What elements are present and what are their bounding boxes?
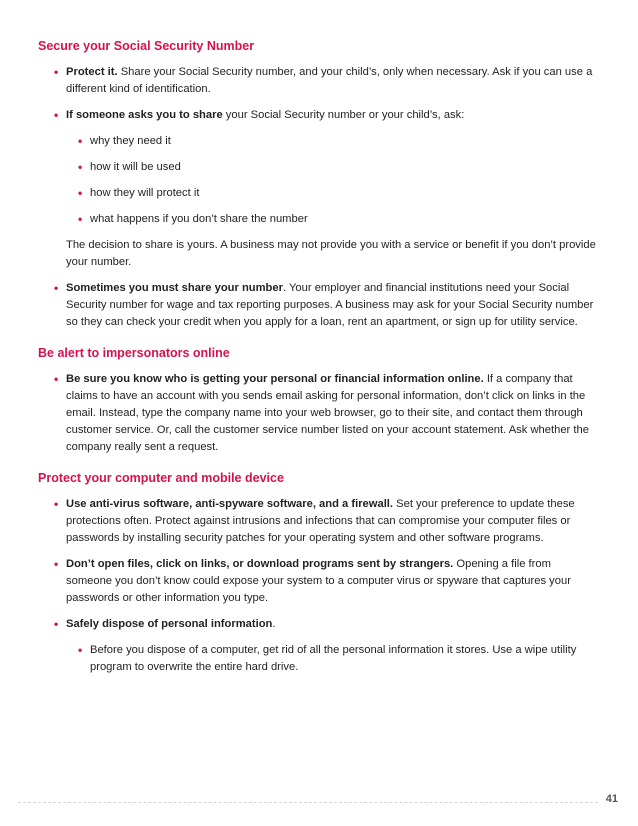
bullet-icon: • [54,617,59,631]
sub-item-text: why they need it [90,135,171,147]
bullet-icon: • [78,212,83,226]
item-text: Set your preference to update these protections often. Protect against intrusions and infections that can compromise your computer files or passwords by installing security patches for your operating system and other software programs. [66,498,575,544]
bullet-icon: • [78,134,83,148]
bullet-icon: • [78,160,83,174]
sub-item-text: how they will protect it [90,187,200,199]
bullet-list [38,64,598,331]
bullet-list [38,496,598,676]
item-text: Share your Social Security number, and your child’s, only when necessary. Ask if you can use a different kind of identification. [66,66,593,95]
list-item [38,496,598,547]
item-lead: If someone asks you to share [66,109,223,121]
item-text: Opening a file from someone you don’t know could expose your system to a computer virus or spyware that captures your passwords or other information you type. [66,558,571,604]
list-item [38,64,598,98]
item-text: . [272,618,276,630]
sub-list-item [66,159,598,176]
list-item [38,556,598,607]
section-protect-computer [38,470,598,676]
bullet-icon: • [54,281,59,295]
bullet-icon: • [54,65,59,79]
bullet-icon: • [54,372,59,386]
sub-list-item [66,133,598,150]
sub-item-text: Before you dispose of a computer, get rid of all the personal information it stores. Use a wipe utility program to overwrite the entire hard drive. [90,644,577,673]
list-item [38,280,598,331]
item-lead: Don’t open files, click on links, or download programs sent by strangers. [66,558,454,570]
sub-list-item [66,211,598,228]
sub-item-text: how it will be used [90,161,181,173]
item-lead: Be sure you know who is getting your personal or financial information online. [66,373,484,385]
bullet-icon: • [78,186,83,200]
item-note: The decision to share is yours. A business may not provide you with a service or benefit if you don’t provide your number. [66,239,596,268]
footer-divider [18,802,598,803]
item-lead: Protect it. [66,66,118,78]
item-text: If a company that claims to have an account with you sends email asking for personal information, don’t click on links in the email. Instead, type the company name into your web browser, go to their site, and contact them through customer service. Or, call the customer service number listed on your account statement. Ask whether the company really sent a request. [66,373,589,453]
item-lead: Safely dispose of personal information [66,618,273,630]
item-text: your Social Security number or your child’s, ask: [222,109,465,121]
sub-item-text: what happens if you don’t share the number [90,213,308,225]
section-impersonators [38,345,598,456]
section-secure-ssn [38,38,598,331]
list-item [38,371,598,456]
sub-bullet-list [66,642,598,676]
item-lead: Use anti-virus software, anti-spyware software, and a firewall. [66,498,394,510]
bullet-icon: • [78,643,83,657]
page-number: 41 [605,793,618,805]
sub-list-item [66,185,598,202]
page-content [38,38,598,690]
item-lead: Sometimes you must share your number [66,282,283,294]
section-heading: Be alert to impersonators online [38,346,230,360]
section-heading: Protect your computer and mobile device [38,471,284,485]
list-item [38,616,598,676]
section-heading: Secure your Social Security Number [38,39,255,53]
bullet-icon: • [54,557,59,571]
list-item [38,107,598,271]
bullet-icon: • [54,497,59,511]
bullet-icon: • [54,108,59,122]
bullet-list [38,371,598,456]
sub-bullet-list [66,133,598,228]
item-text: . Your employer and financial institutions need your Social Security number for wage and tax reporting purposes. A business may ask for your Social Security number so they can check your credit when you apply for a loan, rent an apartment, or sign up for utility service. [66,282,594,328]
sub-list-item [66,642,598,676]
